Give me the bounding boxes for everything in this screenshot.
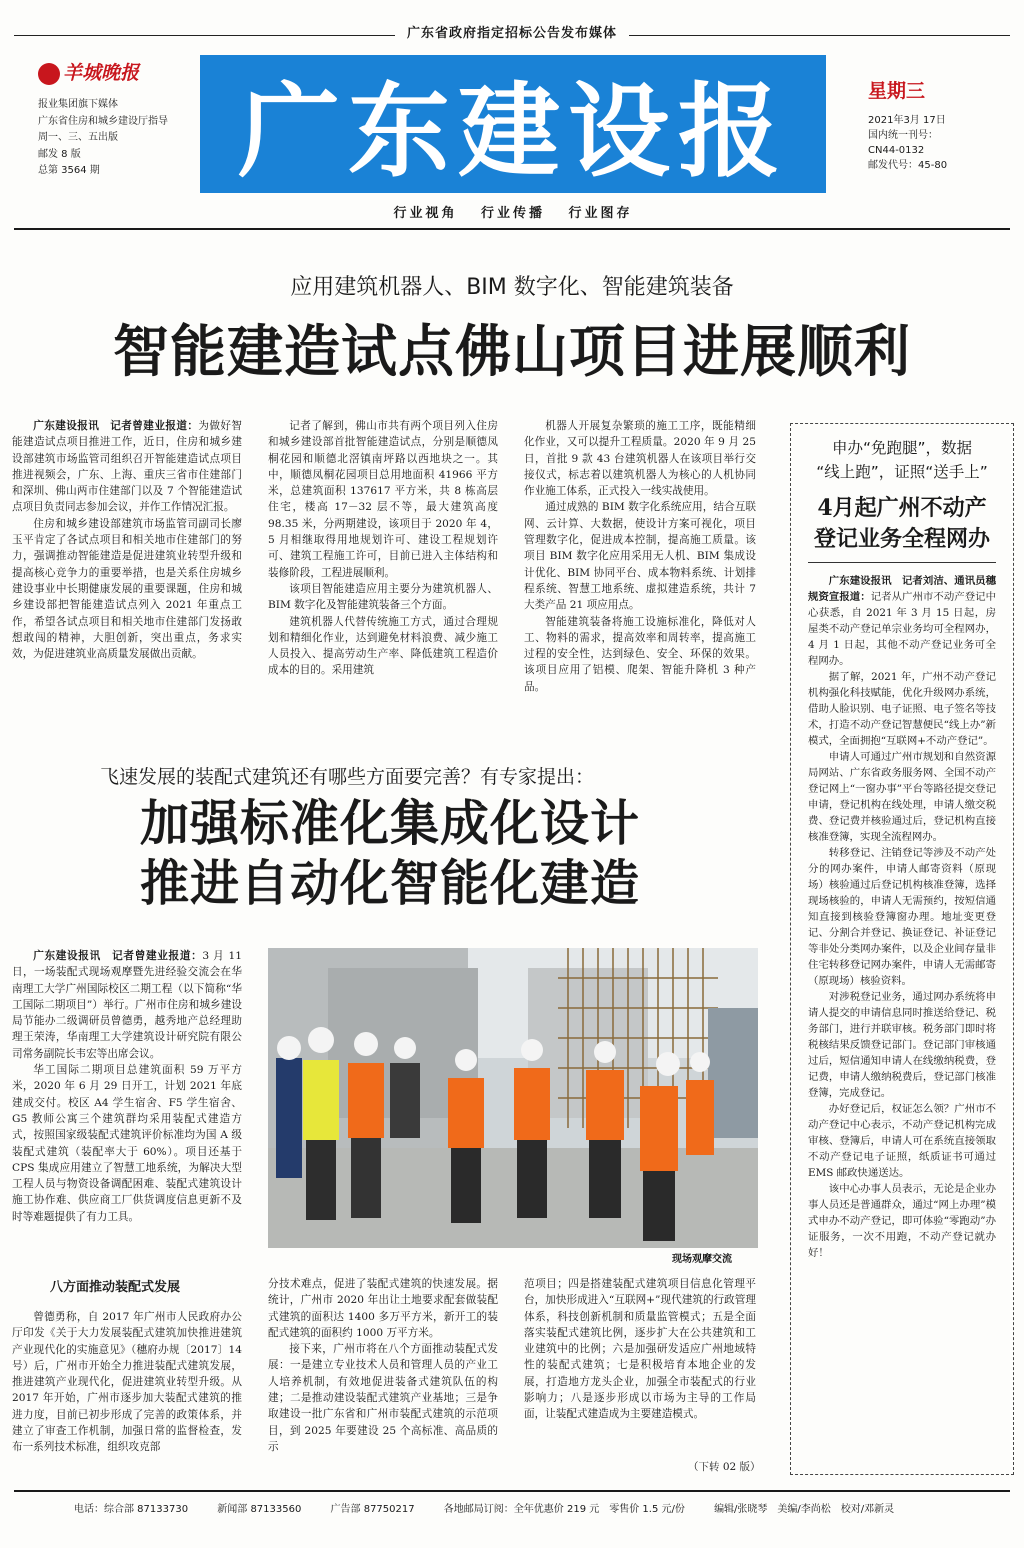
meta-line: 国内统一刊号： bbox=[868, 130, 938, 141]
paragraph: 为做好智能建造试点项目推进工作，近日，住房和城乡建设部建筑市场监管司组织召开智能建造试点项目推进视频会，广东、上海、重庆三省市住建部门和深圳、佛山两市住建部门以及 7 个智能建造试点项目负责同志参加会议，并作工作情况汇报。 bbox=[12, 420, 242, 514]
paragraph: 办好登记后，权证怎么领？广州市不动产登记中心表示，不动产登记机构完成审核、登簿后，申请人可在系统直接领取不动产登记电子证照，纸质证书可通过 EMS 邮政快递送达。 bbox=[808, 1103, 996, 1179]
tagline: 行业视角 bbox=[393, 206, 458, 221]
second-column-2 bbox=[268, 1276, 498, 1478]
sidebar-kicker-line: “线上跑”，证照“送手上” bbox=[816, 463, 988, 481]
paragraph: 3 月 11 日，一场装配式现场观摩暨先进经验交流会在华南理工大学广州国际校区二期工程（以下简称“华工国际二期项目”）举行。广州市住房和城乡建设局节能办二级调研员曾德勇，越秀地产总经理助理王荣涛，华南理工大学建筑设计研究院有限公司常务副院长韦宏等出席会议。 bbox=[12, 950, 242, 1060]
byline: 广东建设报讯 记者曾建业报道： bbox=[33, 420, 199, 432]
footer-rule bbox=[14, 1490, 1010, 1492]
continued-note: （下转 02 版） bbox=[688, 1461, 761, 1473]
second-headline-line: 加强标准化集成化设计 bbox=[140, 794, 641, 852]
footer-item: 编辑/张晓琴 美编/李尚松 校对/邓新灵 bbox=[714, 1504, 895, 1515]
publisher-logo bbox=[38, 58, 139, 85]
paragraph: 转移登记、注销登记等涉及不动产处分的网办案件，申请人邮寄资料（原现场）核验通过后登记机构核准登簿，选择现场核验的，申请人无需预约，按短信通知直接到核验登簿窗办理。地址变更登记、分割合并登记、换证登记、补证登记等非处分类网办案件，以及企业间存量非住宅转移登记网办案件，申请人无需邮寄（原现场）核验资料。 bbox=[808, 847, 996, 987]
paragraph: 智能建筑装备将施工设施标准化，降低对人工、物料的需求，提高效率和周转率，提高施工过程的安全性，达到绿色、安全、环保的效果。该项目应用了铝模、爬架、智能升降机 3 种产品。 bbox=[524, 615, 756, 693]
meta-line: 总第 3564 期 bbox=[38, 165, 100, 176]
paragraph: 住房和城乡建设部建筑市场监管司副司长廖玉平肯定了各试点项目和相关地市住建部门的努力，强调推动智能建造是促进建筑业转型升级和提高核心竞争力的重要举措，也是关系住房城乡建设事业中长期健康发展的重要课题，住房和城乡建设部把智能建造试点列入 2021 年重点工作，希望各试点项目和相关地市住建部门发扬敢想敢闯的精神，大胆创新，突出重点，务求实效，为促进建筑业高质量发展做出贡献。 bbox=[12, 517, 242, 661]
sidebar-headline-line: 4月起广州不动产 bbox=[817, 495, 987, 521]
paragraph: 记者了解到，佛山市共有两个项目列入住房和城乡建设部首批智能建造试点，分别是顺德凤桐花园和顺德北滘镇南坪路以西地块之一。其中，顺德凤桐花园项目总用地面积 41966 平方米，总建筑面积 137617 平方米，共 8 栋高层住宅，楼高 17－32 层不等，最大建筑高度 98.35 米，分两期建设，该项目于 2020 年 4，5 月相继取得用地规划许可、建设工程规划许可、建筑工程施工许可，目前已进入主体结构和装修阶段，工程进展顺利。 bbox=[268, 420, 498, 579]
paragraph: 记者从广州市不动产登记中心获悉，自 2021 年 3 月 15 日起，房屋类不动产登记单宗业务均可全程网办，4 月 1 日起，其他不动产登记业务可全程网办。 bbox=[808, 591, 996, 667]
lead-headline: 智能建造试点佛山项目进展顺利 bbox=[113, 319, 911, 385]
photo-caption: 现场观摩交流 bbox=[672, 1254, 732, 1265]
footer-item: 电话：综合部 87133730 bbox=[74, 1504, 189, 1515]
second-column-1b bbox=[12, 1309, 242, 1479]
newspaper-title: 广东建设报 bbox=[200, 55, 826, 193]
sidebar-body bbox=[808, 573, 996, 1468]
tagline: 行业传播 bbox=[480, 206, 545, 221]
paragraph: 据了解，2021 年，广州不动产登记机构强化科技赋能，优化升级网办系统，借助人脸识别、电子证照、电子签名等技术，打造不动产登记智慧便民“线上办”新模式，全面拥抱“互联网+不动产登记”。 bbox=[808, 671, 996, 747]
tagline: 行业图存 bbox=[568, 206, 633, 221]
paragraph: 机器人开展复杂繁琐的施工工序，既能精细化作业，又可以提升工程质量。2020 年 9 月 25 日，首批 9 款 43 台建筑机器人在该项目举行交接仪式，标志着以建筑机器人为核心的人机协同作业施工体系，正式投入一线实战使用。 bbox=[524, 420, 756, 498]
lead-column-2 bbox=[268, 418, 498, 738]
sidebar-headline bbox=[800, 493, 1004, 555]
second-kicker: 飞速发展的装配式建筑还有哪些方面要完善？有专家提出： bbox=[100, 766, 595, 788]
footer bbox=[74, 1500, 920, 1515]
footer-item: 新闻部 87133560 bbox=[217, 1504, 302, 1515]
byline: 广东建设报讯 记者刘洁、通讯员穗规资宣报道： bbox=[808, 575, 996, 603]
paragraph: 范项目；四是搭建装配式建筑项目信息化管理平台，加快形成进入“互联网+”现代建筑的行政管理体系，科技创新机制和质量监管模式；五是全面落实装配式建筑比例，逐步扩大在公共建筑和工业建筑中的比例；六是加强研发适应广州地域特性的装配式建筑；七是积极培育本地企业的发展，打造地方龙头企业，加强全市装配式的行业影响力；八是逐步形成以市场为主导的工作局面，让装配式建造成为主要建造模式。 bbox=[524, 1278, 756, 1421]
masthead-divider bbox=[14, 228, 1010, 230]
paragraph: 通过成熟的 BIM 数字化系统应用，结合互联网、云计算、大数据，使设计方案可视化，项目管理数字化，促进成本控制，提高施工质量。该项目 BIM 数字化应用采用无人机、BIM 集成设计优化、BIM 协同平台、成本物料系统、计划排程系统、智慧工地系统、虚拟建造系统，共计 7 大类产品 21 项应用点。 bbox=[524, 501, 756, 612]
meta-line: CN44-0132 bbox=[868, 145, 925, 156]
second-column-3 bbox=[524, 1276, 756, 1454]
issue-date: 2021年3月 17日 bbox=[868, 115, 946, 126]
paragraph: 该中心办事人员表示，无论是企业办事人员还是普通群众，通过“网上办理”模式申办不动产登记，即可体验“零跑动”办证服务，一次不用跑，不动产登记就办好！ bbox=[808, 1183, 996, 1259]
meta-line: 邮发代号：45-80 bbox=[868, 160, 948, 171]
tagline-row bbox=[200, 202, 826, 221]
paragraph: 该项目智能建造应用主要分为建筑机器人、BIM 数字化及智能建筑装备三个方面。 bbox=[268, 582, 498, 612]
second-headline bbox=[140, 793, 640, 913]
paragraph: 建筑机器人代替传统施工方式，通过合理规划和精细化作业，达到避免材料浪费、减少施工人员投入、提高劳动生产率、降低建筑工程造价成本的目的。采用建筑 bbox=[268, 615, 498, 677]
meta-line: 邮发 8 版 bbox=[38, 148, 81, 160]
lead-column-3 bbox=[524, 418, 756, 738]
paragraph: 申请人可通过广州市规划和自然资源局网站、广东省政务服务网、全国不动产登记网上“一窗办事”平台等路径提交登记申请，登记机构在线处理，申请人缴交税费、登记费并核验通过后，登记机构直接核准登簿，实现全流程网办。 bbox=[808, 751, 996, 843]
sidebar-headline-line: 登记业务全程网办 bbox=[813, 526, 990, 552]
lead-column-1 bbox=[12, 418, 242, 738]
sidebar-kicker-line: 申办“免跑腿”，数据 bbox=[831, 439, 973, 457]
masthead-right-meta bbox=[868, 113, 947, 173]
top-banner bbox=[0, 22, 1024, 41]
logo-text: 羊城晚报 bbox=[63, 62, 140, 84]
paragraph: 曾德勇称，自 2017 年广州市人民政府办公厅印发《关于大力发展装配式建筑加快推进建筑产业现代化的实施意见》（穗府办规〔2017〕14 号）后，广州市开始全力推进装配式建筑发展，推进建筑产业现代化，促进建筑业转型升级。从 2017 年开始，广州市逐步加大装配式建筑的推进力度，目前已初步形成了完善的政策体系，并建立了审查工作机制，加强日常的监督检查，发布一系列技术标准，组织攻克部 bbox=[12, 1311, 242, 1454]
meta-line: 报业集团旗下媒体 bbox=[38, 99, 118, 110]
masthead-left-meta bbox=[38, 97, 168, 180]
paragraph: 分技术难点，促进了装配式建筑的快速发展。据统计，广州市 2020 年出让土地要求配套做装配式建筑的面积达 1400 多万平方米，新开工的装配式建筑的面积约 1000 万平方米。 bbox=[268, 1278, 498, 1339]
logo-icon bbox=[38, 63, 60, 85]
second-column-1 bbox=[12, 948, 242, 1263]
meta-line: 广东省住房和城乡建设厅指导 bbox=[38, 115, 168, 127]
top-banner-text: 广东省政府指定招标公告发布媒体 bbox=[395, 26, 629, 41]
news-photo bbox=[268, 948, 758, 1248]
paragraph: 接下来，广州市将在八个方面推动装配式发展：一是建立专业技术人员和管理人员的产业工人培养机制，有效地促进装备式建筑队伍的构建；二是推动建设装配式建筑产业基地；三是争取建设一批广东省和广州市装配式建筑的示范项目，到 2025 年要建设 25 个高标准、高品质的示 bbox=[268, 1343, 498, 1453]
footer-item: 各地邮局订阅：全年优惠价 219 元 零售价 1.5 元/份 bbox=[443, 1504, 685, 1515]
lead-kicker: 应用建筑机器人、BIM 数字化、智能建筑装备 bbox=[290, 275, 734, 300]
byline: 广东建设报讯 记者曾建业报道： bbox=[33, 950, 203, 962]
paragraph: 对涉税登记业务，通过网办系统将申请人提交的申请信息同时推送给登记、税务部门，进行并联审核。税务部门即时将税核结果反馈登记部门。登记部门审核通过后，短信通知申请人在线缴纳税费，登记费，申请人缴纳税费后，登记部门核准登簿，完成登记。 bbox=[808, 991, 996, 1099]
sidebar-kicker bbox=[800, 436, 1004, 484]
footer-item: 广告部 87750217 bbox=[330, 1504, 415, 1515]
sidebar-rule bbox=[808, 562, 996, 563]
weekday: 星期三 bbox=[868, 80, 926, 102]
photo-illustration bbox=[268, 948, 758, 1248]
second-headline-line: 推进自动化智能化建造 bbox=[140, 854, 641, 912]
paragraph: 华工国际二期项目总建筑面积 59 万平方米，2020 年 6 月 29 日开工，计划 2021 年底建成交付。校区 A4 学生宿舍、F5 学生宿舍、G5 教师公寓三个建筑群均采用装配式建造方式，按照国家级装配式建筑评价标准均为国 A 级装配式建筑（装配率大于 60%）。项目还基于 CPS 集成应用建立了智慧工地系统，为解决大型工程人员与物资设备调配困难、装配式建筑设计施工协作难、供应商工厂供货调度信息更新不及时等难题提供了有力工具。 bbox=[12, 1064, 242, 1223]
section-subhead: 八方面推动装配式发展 bbox=[50, 1280, 181, 1295]
meta-line: 周一、三、五出版 bbox=[38, 132, 118, 143]
